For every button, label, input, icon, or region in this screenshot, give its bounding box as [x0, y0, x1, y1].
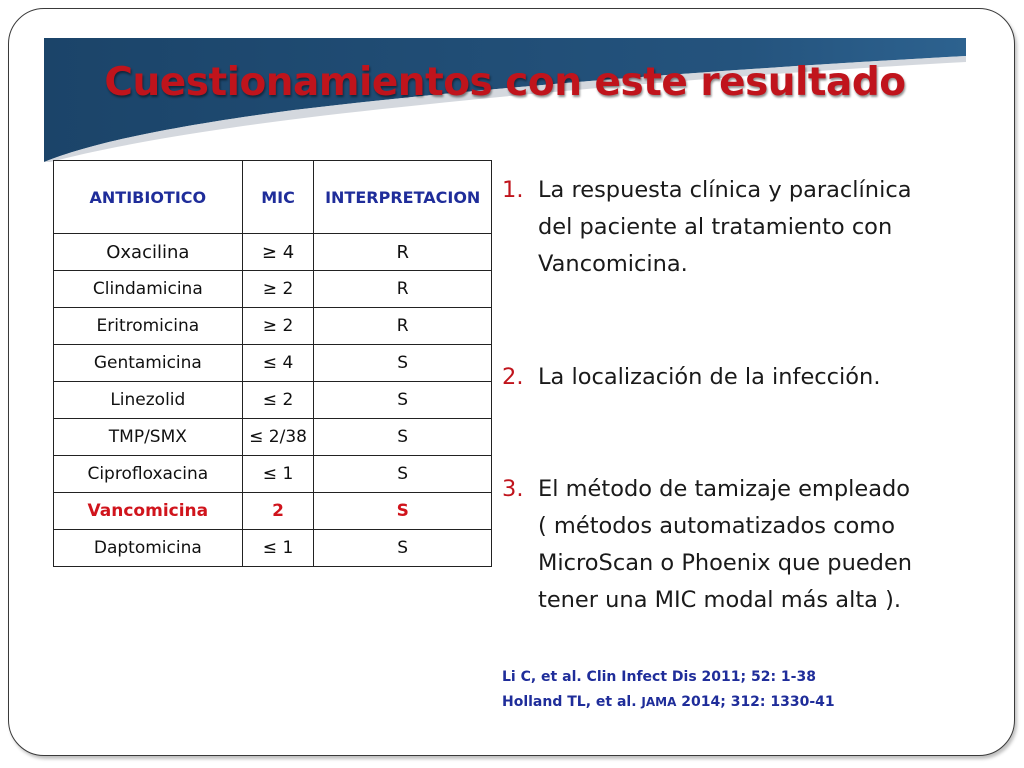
cell-mic: ≤ 1: [242, 456, 314, 493]
cell-antibiotic: Linezolid: [54, 382, 243, 419]
cell-antibiotic: Oxacilina: [54, 234, 243, 271]
table-row: [54, 234, 492, 271]
reference-2-authors: Holland TL, et al.: [502, 694, 642, 710]
header-interpretation: INTERPRETACION: [314, 161, 492, 234]
cell-mic: ≥ 2: [242, 308, 314, 345]
cell-interpretation: S: [314, 456, 492, 493]
question-line: Vancomicina.: [538, 251, 688, 277]
question-text: [538, 471, 992, 619]
susceptibility-table: [53, 160, 492, 567]
cell-mic: 2: [242, 493, 314, 530]
table-row: [54, 308, 492, 345]
cell-antibiotic: Daptomicina: [54, 530, 243, 567]
table-row-highlighted: [54, 493, 492, 530]
question-line: La localización de la infección.: [538, 364, 881, 390]
cell-mic: ≥ 4: [242, 234, 314, 271]
question-line: ( métodos automatizados como: [538, 513, 895, 539]
table-row: [54, 530, 492, 567]
question-text: [538, 172, 992, 283]
cell-mic: ≤ 1: [242, 530, 314, 567]
header-mic: MIC: [242, 161, 314, 234]
question-line: del paciente al tratamiento con: [538, 214, 893, 240]
cell-antibiotic: Clindamicina: [54, 271, 243, 308]
cell-mic: ≥ 2: [242, 271, 314, 308]
table-row: [54, 345, 492, 382]
question-item-1: [502, 172, 992, 283]
cell-mic: ≤ 2: [242, 382, 314, 419]
cell-interpretation: S: [314, 382, 492, 419]
question-line: tener una MIC modal más alta ).: [538, 587, 902, 613]
table-header-row: [54, 161, 492, 234]
question-number: 3.: [502, 476, 524, 502]
question-number: 1.: [502, 177, 524, 203]
reference-2-details: 2014; 312: 1330-41: [676, 694, 835, 710]
slide-title: Cuestionamientos con este resultado: [104, 60, 906, 105]
cell-mic: ≤ 4: [242, 345, 314, 382]
table-row: [54, 456, 492, 493]
cell-interpretation: R: [314, 234, 492, 271]
table-row: [54, 419, 492, 456]
question-number: 2.: [502, 364, 524, 390]
cell-antibiotic: Vancomicina: [54, 493, 243, 530]
cell-antibiotic: Ciprofloxacina: [54, 456, 243, 493]
reference-2: [502, 690, 835, 715]
cell-interpretation: S: [314, 493, 492, 530]
cell-interpretation: S: [314, 530, 492, 567]
cell-interpretation: R: [314, 308, 492, 345]
question-text: [538, 359, 992, 396]
question-line: La respuesta clínica y paraclínica: [538, 177, 912, 203]
reference-2-journal: JAMA: [641, 695, 677, 709]
references: [502, 665, 835, 715]
question-line: El método de tamizaje empleado: [538, 476, 911, 502]
question-line: MicroScan o Phoenix que pueden: [538, 550, 913, 576]
cell-antibiotic: TMP/SMX: [54, 419, 243, 456]
reference-1: Li C, et al. Clin Infect Dis 2011; 52: 1-38: [502, 669, 816, 685]
table-row: [54, 382, 492, 419]
cell-antibiotic: Gentamicina: [54, 345, 243, 382]
table-row: [54, 271, 492, 308]
cell-antibiotic: Eritromicina: [54, 308, 243, 345]
question-item-2: [502, 359, 992, 396]
header-antibiotic: ANTIBIOTICO: [54, 161, 243, 234]
cell-interpretation: S: [314, 419, 492, 456]
question-item-3: [502, 471, 992, 619]
cell-interpretation: R: [314, 271, 492, 308]
cell-mic: ≤ 2/38: [242, 419, 314, 456]
cell-interpretation: S: [314, 345, 492, 382]
